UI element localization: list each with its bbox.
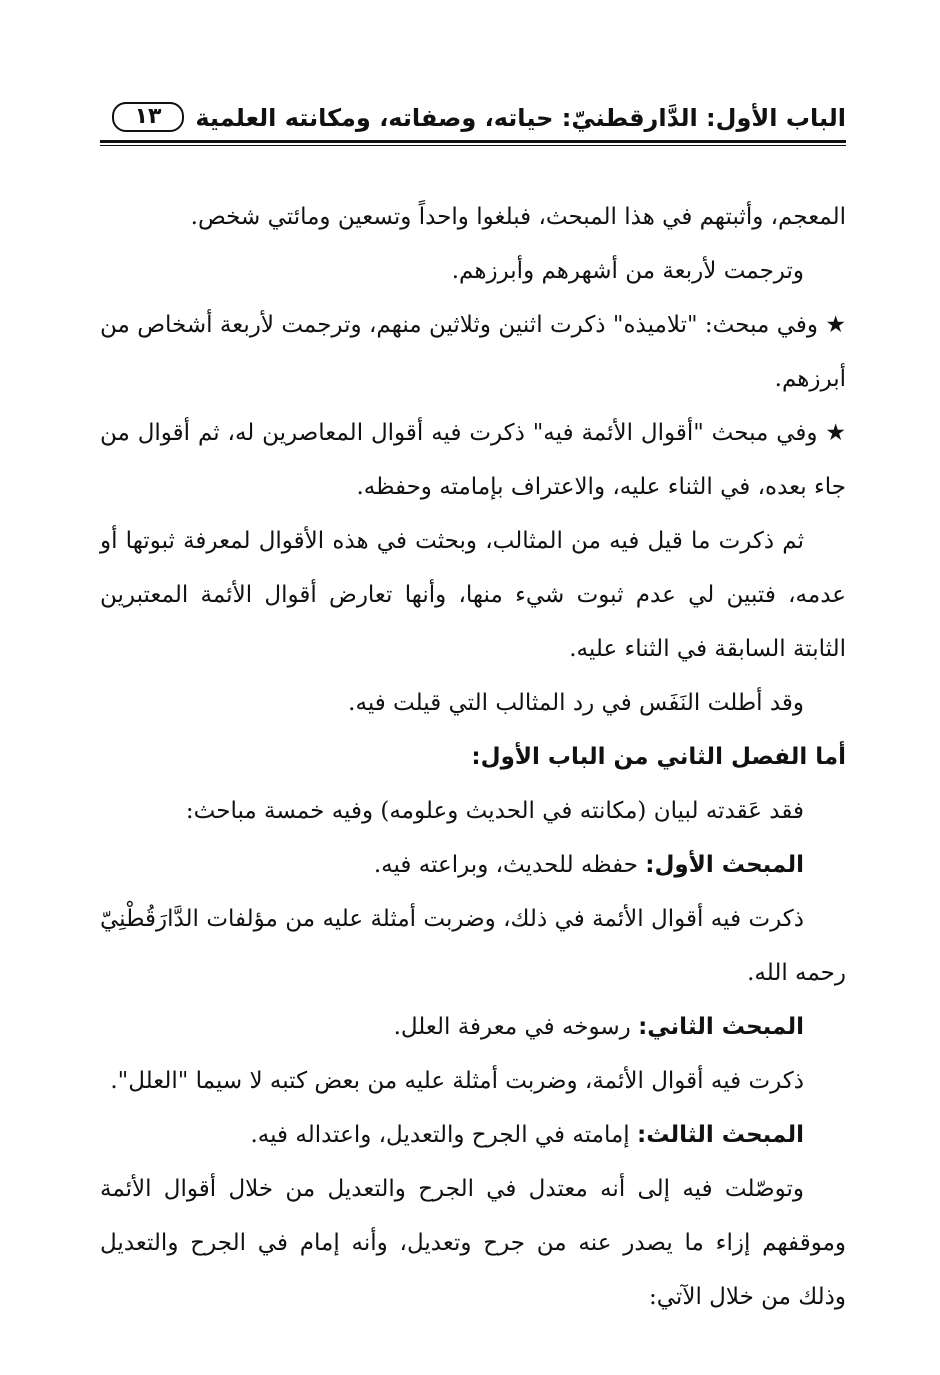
paragraph-illnesses: ذكرت فيه أقوال الأئمة، وضربت أمثلة عليه من بعض كتبه لا سيما "العلل". <box>110 1068 804 1094</box>
paragraph-memory: ذكرت فيه أقوال الأئمة في ذلك، وضربت أمثلة عليه من مؤلفات الدَّارَقُطْنِيّ رحمه الله. <box>100 906 846 986</box>
paragraph-chapter-intro: فقد عَقدته لبيان (مكانته في الحديث وعلومه) وفيه خمسة مباحث: <box>185 798 804 824</box>
paragraph-jarh-tadil: وتوصّلت فيه إلى أنه معتدل في الجرح والتعديل من خلال أقوال الأئمة وموقفهم إزاء ما يصدر عنه من جرح وتعديل، وأنه إمام في الجرح والتعديل وذلك من خلال الآتي: <box>100 1176 846 1310</box>
paragraph-imams-sayings: ★ وفي مبحث "أقوال الأئمة فيه" ذكرت فيه أقوال المعاصرين له، ثم أقوال من جاء بعده، في الثناء عليه، والاعتراف بإمامته وحفظه. <box>100 420 846 500</box>
header-rule <box>100 140 846 143</box>
body-text <box>100 190 846 1324</box>
paragraph-1: المعجم، وأثبتهم في هذا المبحث، فبلغوا واحداً وتسعين ومائتي شخص. <box>190 204 846 230</box>
subsection-title: حفظه للحديث، وبراعته فيه. <box>373 852 646 878</box>
subsection-label: المبحث الثاني: <box>638 1014 804 1040</box>
page-number: ١٣ <box>134 104 162 129</box>
page-header <box>100 100 846 142</box>
subsection-first <box>100 838 846 892</box>
subsection-third <box>100 1108 846 1162</box>
subsection-label: المبحث الأول: <box>645 852 804 878</box>
paragraph-2: وترجمت لأربعة من أشهرهم وأبرزهم. <box>451 258 804 284</box>
paragraph-refutation: وقد أطلت النَفَس في رد المثالب التي قيلت فيه. <box>348 690 804 716</box>
subsection-title: رسوخه في معرفة العلل. <box>393 1014 639 1040</box>
subsection-second <box>100 1000 846 1054</box>
paragraph-students: ★ وفي مبحث: "تلاميذه" ذكرت اثنين وثلاثين منهم، وترجمت لأربعة أشخاص من أبرزهم. <box>100 312 846 392</box>
subsection-title: إمامته في الجرح والتعديل، واعتداله فيه. <box>250 1122 637 1148</box>
paragraph-criticisms: ثم ذكرت ما قيل فيه من المثالب، وبحثت في هذه الأقوال لمعرفة ثبوتها أو عدمه، فتبين لي عدم ثبوت شيء منها، وأنها تعارض أقوال الأئمة المعتبرين الثابتة السابقة في الثناء عليه. <box>100 528 846 662</box>
section-heading: أما الفصل الثاني من الباب الأول: <box>471 744 846 770</box>
header-rule-thin <box>100 145 846 146</box>
running-title: الباب الأول: الدَّارقطنيّ: حياته، وصفاته، ومكانته العلمية <box>195 104 846 132</box>
subsection-label: المبحث الثالث: <box>637 1122 804 1148</box>
page-number-frame <box>112 102 184 132</box>
